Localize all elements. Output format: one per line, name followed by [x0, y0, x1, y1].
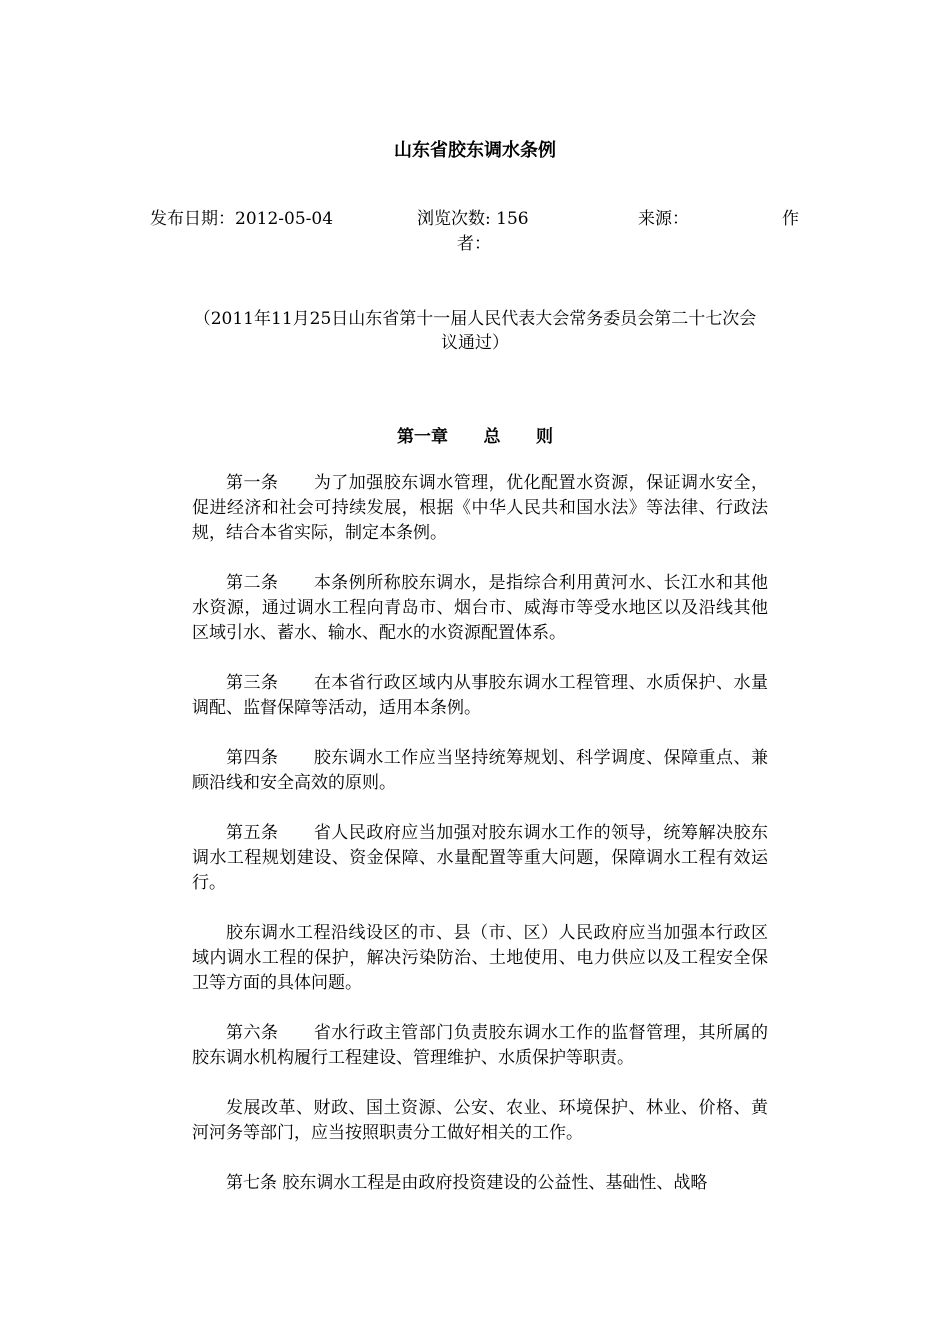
- article-paragraph: [192, 471, 768, 546]
- author-label-part1: 作: [782, 209, 799, 229]
- article-paragraph: [192, 1171, 768, 1196]
- source-label: 来源：: [638, 209, 689, 229]
- article-text: 胶东调水工程沿线设区的市、县（市、区）人民政府应当加强本行政区域内调水工程的保护，解决污染防治、土地使用、电力供应以及工程安全保卫等方面的具体问题。: [192, 923, 768, 993]
- passage-note: （2011年11月25日山东省第十一届人民代表大会常务委员会第二十七次会议通过）: [193, 309, 757, 353]
- article-text: 在本省行政区域内从事胶东调水工程管理、水质保护、水量调配、监督保障等活动，适用本条例。: [192, 673, 768, 718]
- article-text: 为了加强胶东调水管理，优化配置水资源，保证调水安全，促进经济和社会可持续发展，根据《中华人民共和国水法》等法律、行政法规，结合本省实际，制定本条例。: [192, 473, 768, 543]
- article-number: 第七条: [226, 1173, 283, 1193]
- article-number: 第二条: [226, 573, 314, 593]
- article-paragraph: [192, 921, 768, 996]
- article-text: 省水行政主管部门负责胶东调水工作的监督管理，其所属的胶东调水机构履行工程建设、管理维护、水质保护等职责。: [192, 1023, 768, 1068]
- article-text: 发展改革、财政、国土资源、公安、农业、环境保护、林业、价格、黄河河务等部门，应当按照职责分工做好相关的工作。: [192, 1098, 768, 1143]
- document-meta: [150, 207, 800, 257]
- author-label-part2: 者：: [457, 234, 491, 254]
- article-paragraph: [192, 571, 768, 646]
- article-number: 第一条: [226, 473, 314, 493]
- view-count: 浏览次数: 156: [417, 209, 529, 229]
- document-body: [192, 471, 768, 1221]
- article-number: 第六条: [226, 1023, 314, 1043]
- article-text: 省人民政府应当加强对胶东调水工作的领导，统筹解决胶东调水工程规划建设、资金保障、水量配置等重大问题，保障调水工程有效运行。: [192, 823, 768, 893]
- article-paragraph: [192, 821, 768, 896]
- article-text: 胶东调水工程是由政府投资建设的公益性、基础性、战略: [282, 1173, 708, 1193]
- chapter-title: 第一章 总 则: [396, 427, 554, 447]
- publish-date: 发布日期：2012-05-04: [150, 209, 334, 229]
- article-number: 第五条: [226, 823, 314, 843]
- article-paragraph: [192, 671, 768, 721]
- document-title: 山东省胶东调水条例: [394, 140, 556, 161]
- article-paragraph: [192, 746, 768, 796]
- article-text: 本条例所称胶东调水，是指综合利用黄河水、长江水和其他水资源，通过调水工程向青岛市、烟台市、威海市等受水地区以及沿线其他区域引水、蓄水、输水、配水的水资源配置体系。: [192, 573, 768, 643]
- article-paragraph: [192, 1021, 768, 1071]
- article-number: 第三条: [226, 673, 314, 693]
- article-text: 胶东调水工作应当坚持统筹规划、科学调度、保障重点、兼顾沿线和安全高效的原则。: [192, 748, 768, 793]
- article-number: 第四条: [226, 748, 314, 768]
- article-paragraph: [192, 1096, 768, 1146]
